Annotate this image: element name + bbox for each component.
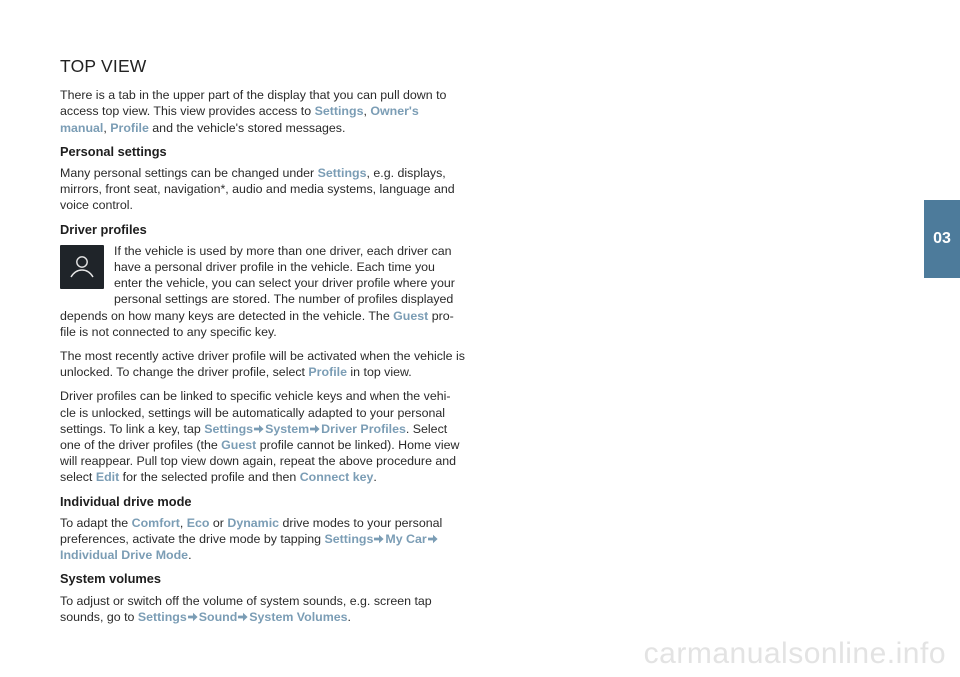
- connect-key-link: Connect key: [299, 470, 374, 485]
- dynamic-link: Dynamic: [227, 515, 280, 530]
- settings-link: Settings: [314, 104, 364, 119]
- arrow-right-icon: [188, 612, 198, 622]
- system-volumes-link: System Volumes: [249, 609, 348, 624]
- my-car-link: My Car: [385, 532, 427, 547]
- arrow-right-icon: [428, 534, 438, 544]
- manual-page: [60, 58, 466, 633]
- intro-paragraph: There is a tab in the upper part of the display that you can pull down to access top view. This view provides access to Settings, Owner's manual, Profile and the vehicle's stored messages.: [60, 88, 447, 135]
- profile-link: Profile: [110, 120, 149, 135]
- arrow-right-icon: [238, 612, 248, 622]
- drive-mode-paragraph: To adapt the Comfort, Eco or Dynamic drive modes to your personal preferences, activate the drive mode by tapping Settings My CarIndividual Drive Mode.: [60, 515, 443, 563]
- arrow-right-icon: [374, 534, 384, 544]
- watermark: carmanualsonline.info: [643, 637, 946, 670]
- active-profile-paragraph: The most recently active driver profile will be activated when the vehicle is unlocked. To change the driver profile, select Profile in top view.: [60, 349, 465, 380]
- settings-link: Settings: [137, 609, 187, 624]
- profile-link: Profile: [308, 365, 347, 380]
- page-title: TOP VIEW: [60, 56, 147, 76]
- arrow-right-icon: [310, 424, 320, 434]
- settings-link: Settings: [317, 166, 367, 181]
- sound-link: Sound: [198, 609, 238, 624]
- settings-link: Settings: [204, 421, 254, 436]
- driver-profiles-heading: Driver profiles: [60, 221, 147, 237]
- driver-profiles-paragraph: If the vehicle is used by more than one driver, each driver can have a personal driver profile in the vehicle. Each time you enter the vehicle, you can select your driver profile where your personal settings are stored. The number of profiles displayed depends on how many keys are detected in the vehicle. The Guest pro-file is not connected to any specific key.: [60, 243, 455, 339]
- settings-link: Settings: [324, 532, 374, 547]
- personal-settings-heading: Personal settings: [60, 143, 167, 159]
- system-volumes-paragraph: To adjust or switch off the volume of system sounds, e.g. screen tap sounds, go to Settings Sound System Volumes.: [60, 593, 432, 624]
- driver-profiles-link: Driver Profiles: [321, 421, 406, 436]
- guest-link: Guest: [221, 438, 257, 453]
- link-key-paragraph: Driver profiles can be linked to specific vehicle keys and when the vehi-cle is unlocked, settings will be automatically adapted to your personal settings. To link a key, tap Settings System Driver Profiles. Select one of the driver profiles (the Guest profile cannot be linked). Home view will reappear. Pull top view down again, repeat the above procedure and select Edit for the selected profile and then Connect key.: [60, 389, 460, 485]
- system-link: System: [265, 421, 310, 436]
- system-volumes-heading: System volumes: [60, 571, 162, 587]
- owners-manual-link: Owner's manual: [60, 104, 419, 135]
- chapter-tab: 03: [924, 200, 960, 278]
- eco-link: Eco: [186, 515, 210, 530]
- individual-drive-mode-link: Individual Drive Mode: [60, 548, 189, 563]
- arrow-right-icon: [254, 424, 264, 434]
- individual-drive-mode-heading: Individual drive mode: [60, 493, 192, 509]
- driver-profile-icon: [60, 245, 104, 289]
- guest-link: Guest: [393, 308, 429, 323]
- personal-settings-paragraph: Many personal settings can be changed under Settings, e.g. displays, mirrors, front seat, navigation*, audio and media systems, language and voice control.: [60, 166, 455, 213]
- edit-link: Edit: [95, 470, 120, 485]
- comfort-link: Comfort: [131, 515, 180, 530]
